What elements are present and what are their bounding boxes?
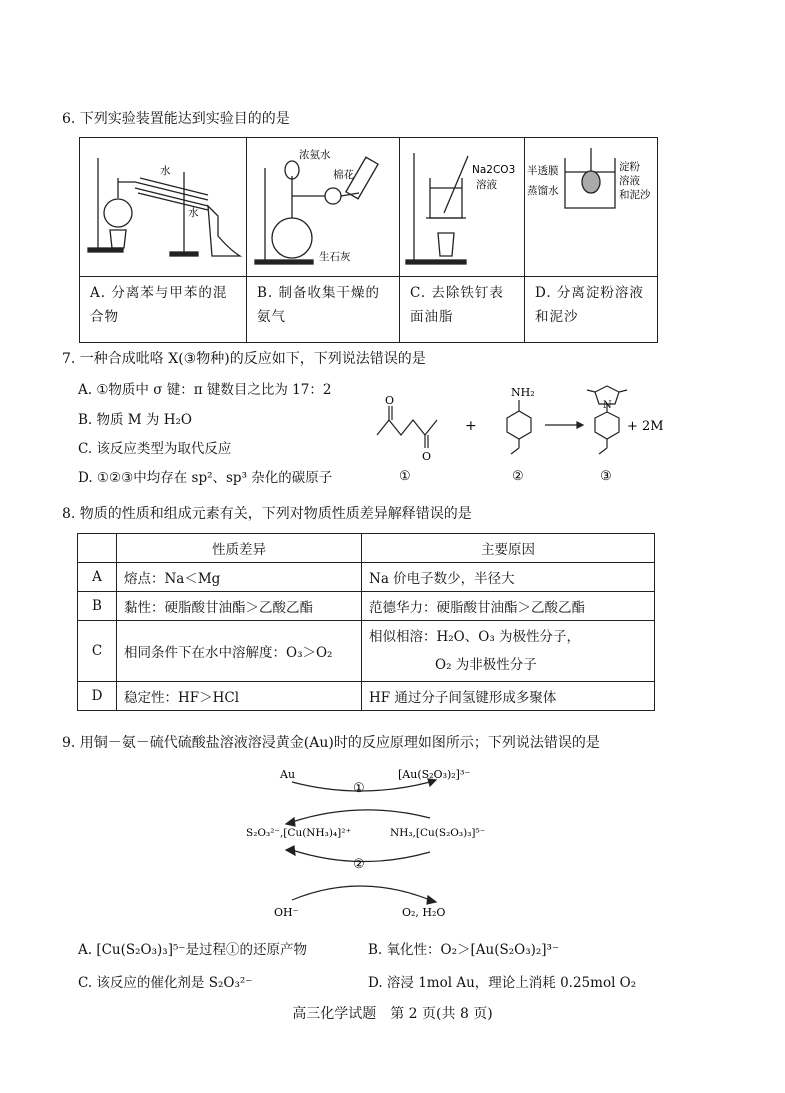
distillation-apparatus-icon xyxy=(80,138,246,272)
q6-d-label-sand: 和泥沙 xyxy=(619,189,651,201)
q7-plus: + xyxy=(465,418,477,434)
q6-stem: 6. 下列实验装置能达到实验目的的是 xyxy=(62,111,290,127)
q6-c-text1: C. 去除铁钉表 xyxy=(410,285,504,301)
q7-o2: O xyxy=(422,450,432,463)
q6-b-label-quicklime: 生石灰 xyxy=(319,251,351,263)
q8-row-diff: 稳定性：HF＞HCl xyxy=(117,682,362,711)
q6-d-text2: 和泥沙 xyxy=(535,309,579,325)
q9-mid-right-label: NH₃,[Cu(S₂O₃)₃]⁵⁻ xyxy=(390,827,486,839)
dialysis-icon xyxy=(525,138,657,272)
q6-image-d xyxy=(525,138,658,277)
q9-option-a: A. [Cu(S₂O₃)₃]⁵⁻是过程①的还原产物 xyxy=(78,942,308,958)
q6-d-label-solution: 溶液 xyxy=(619,175,640,187)
q8-header-reason: 主要原因 xyxy=(362,534,655,563)
q7-o1: O xyxy=(385,394,395,407)
q9-mid-left-label: S₂O₃²⁻,[Cu(NH₃)₄]²⁺ xyxy=(246,827,352,839)
q6-a-text1: A. 分离苯与甲苯的混 xyxy=(90,285,228,301)
page-footer: 高三化学试题 第 2 页(共 8 页) xyxy=(292,1006,493,1022)
q6-image-c xyxy=(400,138,525,277)
q7-label-3: ③ xyxy=(600,469,612,484)
q8-reason-line1: 相似相溶：H₂O、O₃ 为极性分子， xyxy=(369,629,581,645)
q6-image-a xyxy=(80,138,247,277)
q9-oh-label: OH⁻ xyxy=(274,906,299,919)
table-row xyxy=(78,563,655,592)
q6-d-label-membrane: 半透膜 xyxy=(527,165,559,177)
q6-option-d xyxy=(525,277,658,343)
q8-row-diff: 黏性：硬脂酸甘油酯＞乙酸乙酯 xyxy=(117,592,362,621)
table-row xyxy=(78,592,655,621)
table-row xyxy=(78,682,655,711)
q8-header-blank xyxy=(78,534,117,563)
q8-row-key: A xyxy=(78,563,117,592)
q7-option-a: A. ①物质中 σ 键：π 键数目之比为 17：2 xyxy=(78,382,332,398)
q6-option-b xyxy=(247,277,400,343)
q7-label-2: ② xyxy=(512,469,524,484)
q6-a-text2: 合物 xyxy=(90,309,119,325)
q7-option-c: C. 该反应类型为取代反应 xyxy=(78,441,232,457)
q8-row-reason: 范德华力：硬脂酸甘油酯＞乙酸乙酯 xyxy=(362,592,655,621)
q6-b-text2: 氨气 xyxy=(257,309,286,325)
q9-au-complex-label: [Au(S₂O₃)₂]³⁻ xyxy=(398,768,471,781)
q9-step1-label: ① xyxy=(353,781,365,796)
table-row xyxy=(78,621,655,682)
q6-d-label-starch: 淀粉 xyxy=(619,161,640,173)
q6-image-b xyxy=(247,138,400,277)
q6-a-label-water-top: 水 xyxy=(160,165,171,177)
q8-row-diff: 熔点：Na＜Mg xyxy=(117,563,362,592)
q7-option-d: D. ①②③中均存在 sp²、sp³ 杂化的碳原子 xyxy=(78,470,333,486)
q9-au-label: Au xyxy=(280,768,296,781)
q6-apparatus-table xyxy=(79,137,658,343)
q6-d-label-water: 蒸馏水 xyxy=(527,185,559,197)
q7-stem: 7. 一种合成吡咯 X(③物种)的反应如下，下列说法错误的是 xyxy=(62,351,426,367)
q9-o2-label: O₂, H₂O xyxy=(402,906,446,919)
q8-header-diff: 性质差异 xyxy=(117,534,362,563)
beaker-heating-icon xyxy=(400,138,524,272)
q8-table xyxy=(77,533,655,711)
q6-c-label-solution: 溶液 xyxy=(476,179,497,191)
q8-header-row xyxy=(78,534,655,563)
ammonia-apparatus-icon xyxy=(247,138,399,272)
q8-reason-line2: O₂ 为非极性分子 xyxy=(435,657,537,673)
q8-row-reason: Na 价电子数少，半径大 xyxy=(362,563,655,592)
q6-b-label-cotton: 棉花 xyxy=(333,169,354,181)
q7-nh2-label: NH₂ xyxy=(511,386,535,399)
q7-option-b: B. 物质 M 为 H₂O xyxy=(78,412,192,428)
q6-b-label-ammonia: 浓氨水 xyxy=(299,149,331,161)
q9-stem: 9. 用铜－氨－硫代硫酸盐溶液溶浸黄金(Au)时的反应原理如图所示；下列说法错误的是 xyxy=(62,735,600,751)
q9-step2-label: ② xyxy=(353,857,365,872)
q6-c-label-na2co3: Na2CO3 xyxy=(472,164,516,176)
q6-d-text1: D. 分离淀粉溶液 xyxy=(535,285,644,301)
q7-label-1: ① xyxy=(399,469,411,484)
q8-row-diff: 相同条件下在水中溶解度：O₃＞O₂ xyxy=(117,621,362,682)
q8-row-reason: HF 通过分子间氢键形成多聚体 xyxy=(362,682,655,711)
q9-option-b: B. 氧化性：O₂＞[Au(S₂O₃)₂]³⁻ xyxy=(368,942,560,958)
q9-option-d: D. 溶浸 1mol Au，理论上消耗 0.25mol O₂ xyxy=(368,975,637,991)
q8-row-key: D xyxy=(78,682,117,711)
q8-stem: 8. 物质的性质和组成元素有关，下列对物质性质差异解释错误的是 xyxy=(62,506,472,522)
q7-n-label: N xyxy=(603,400,612,411)
q9-option-c: C. 该反应的催化剂是 S₂O₃²⁻ xyxy=(78,975,253,991)
q8-row-key: B xyxy=(78,592,117,621)
q8-row-reason xyxy=(362,621,655,682)
q6-b-text1: B. 制备收集干燥的 xyxy=(257,285,381,301)
q6-option-a xyxy=(80,277,247,343)
q6-c-text2: 面油脂 xyxy=(410,309,454,325)
q7-product-2m: + 2M xyxy=(627,419,664,434)
q6-a-label-water-bottom: 水 xyxy=(188,207,199,219)
q7-reaction-scheme xyxy=(365,380,665,485)
q9-reaction-cycle xyxy=(240,760,540,925)
q6-option-c xyxy=(400,277,525,343)
q8-row-key: C xyxy=(78,621,117,682)
